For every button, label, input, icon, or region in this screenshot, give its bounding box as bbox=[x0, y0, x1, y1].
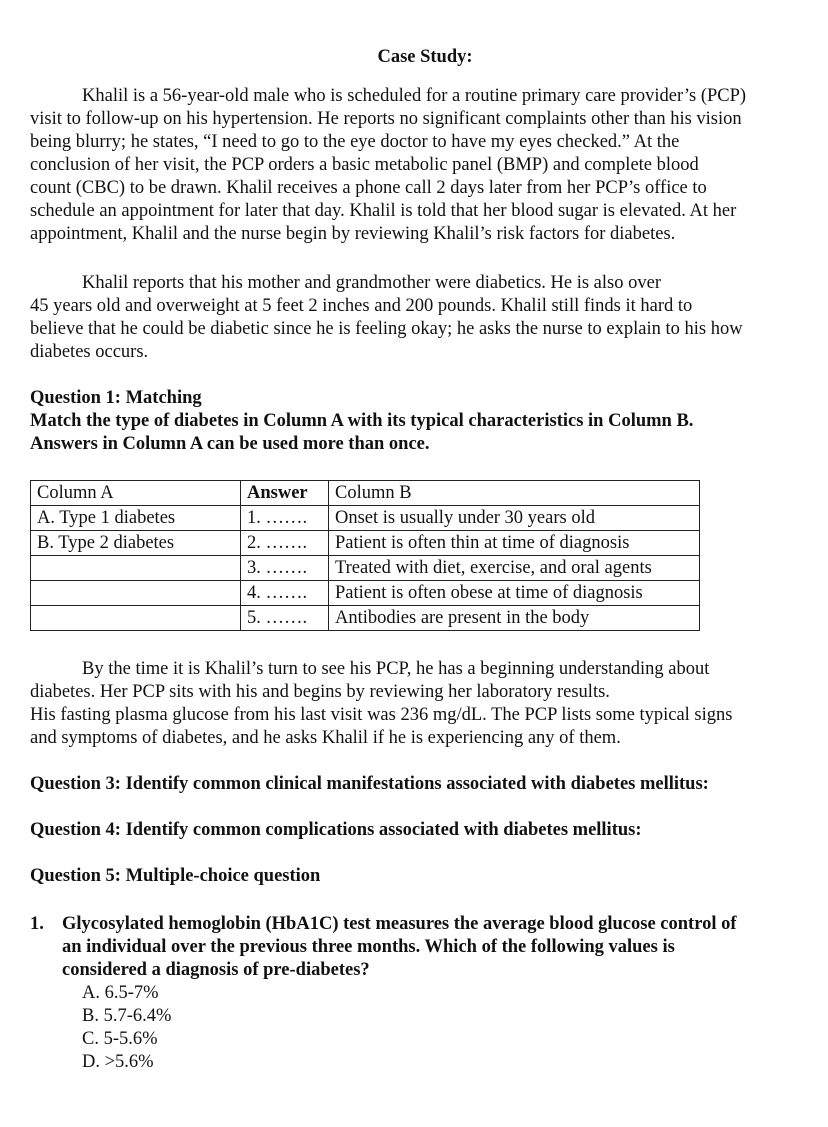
question-1-instruction: Answers in Column A can be used more than once. bbox=[30, 434, 430, 454]
mcq-option[interactable]: B. 5.7-6.4% bbox=[82, 1006, 172, 1026]
question-1-instruction: Match the type of diabetes in Column A with its typical characteristics in Column B. bbox=[30, 411, 694, 431]
column-a-header: Column A bbox=[31, 481, 241, 506]
case-paragraph-2 bbox=[30, 272, 820, 364]
case-paragraph-3 bbox=[30, 658, 820, 750]
paragraph-line: believe that he could be diabetic since he is feeling okay; he asks the nurse to explain to his how bbox=[30, 319, 743, 339]
mcq-options bbox=[82, 982, 820, 1074]
mcq-stem-line: Glycosylated hemoglobin (HbA1C) test measures the average blood glucose control of bbox=[62, 914, 737, 934]
column-b-header: Column B bbox=[329, 481, 700, 506]
paragraph-line: diabetes occurs. bbox=[30, 342, 149, 362]
column-b-cell: Treated with diet, exercise, and oral agents bbox=[329, 556, 700, 581]
paragraph-line: His fasting plasma glucose from his last visit was 236 mg/dL. The PCP lists some typical signs bbox=[30, 705, 733, 725]
question-1-heading: Question 1: Matching bbox=[30, 388, 202, 408]
column-a-cell: B. Type 2 diabetes bbox=[31, 531, 241, 556]
mcq-stem-line: an individual over the previous three months. Which of the following values is bbox=[62, 937, 675, 957]
question-1-block bbox=[30, 387, 820, 456]
mcq-number: 1. bbox=[30, 914, 44, 934]
answer-cell[interactable]: 3. ……. bbox=[241, 556, 329, 581]
paragraph-line: conclusion of her visit, the PCP orders a basic metabolic panel (BMP) and complete blood bbox=[30, 155, 699, 175]
paragraph-line: being blurry; he states, “I need to go to the eye doctor to have my eyes checked.” At the bbox=[30, 132, 680, 152]
column-a-cell: A. Type 1 diabetes bbox=[31, 506, 241, 531]
paragraph-line: visit to follow-up on his hypertension. He reports no significant complaints other than his vision bbox=[30, 109, 742, 129]
column-b-cell: Antibodies are present in the body bbox=[329, 606, 700, 631]
column-b-cell: Onset is usually under 30 years old bbox=[329, 506, 700, 531]
answer-cell[interactable]: 5. ……. bbox=[241, 606, 329, 631]
column-b-cell: Patient is often obese at time of diagnosis bbox=[329, 581, 700, 606]
mcq-option[interactable]: C. 5-5.6% bbox=[82, 1029, 158, 1049]
paragraph-line: and symptoms of diabetes, and he asks Khalil if he is experiencing any of them. bbox=[30, 728, 621, 748]
paragraph-line: appointment, Khalil and the nurse begin by reviewing Khalil’s risk factors for diabetes. bbox=[30, 224, 676, 244]
question-3: Question 3: Identify common clinical manifestations associated with diabetes mellitus: bbox=[30, 774, 709, 794]
mcq-stem-line: considered a diagnosis of pre-diabetes? bbox=[62, 960, 370, 980]
paragraph-line: By the time it is Khalil’s turn to see his PCP, he has a beginning understanding about bbox=[82, 659, 710, 679]
document-page bbox=[30, 44, 820, 1074]
mcq-stem bbox=[62, 913, 820, 982]
matching-table bbox=[30, 480, 700, 631]
paragraph-line: count (CBC) to be drawn. Khalil receives a phone call 2 days later from her PCP’s office to bbox=[30, 178, 707, 198]
table-row bbox=[31, 531, 700, 556]
answer-cell[interactable]: 1. ……. bbox=[241, 506, 329, 531]
case-paragraph-1 bbox=[30, 85, 820, 246]
table-row bbox=[31, 581, 700, 606]
column-b-cell: Patient is often thin at time of diagnosis bbox=[329, 531, 700, 556]
paragraph-line: Khalil reports that his mother and grandmother were diabetics. He is also over bbox=[82, 273, 661, 293]
paragraph-line: diabetes. Her PCP sits with his and begins by reviewing her laboratory results. bbox=[30, 682, 610, 702]
table-row bbox=[31, 506, 700, 531]
mcq-item bbox=[30, 913, 820, 982]
paragraph-line: schedule an appointment for later that day. Khalil is told that her blood sugar is elevated. At her bbox=[30, 201, 737, 221]
answer-cell[interactable]: 2. ……. bbox=[241, 531, 329, 556]
paragraph-line: Khalil is a 56-year-old male who is scheduled for a routine primary care provider’s (PCP) bbox=[82, 86, 747, 106]
column-a-cell bbox=[31, 556, 241, 581]
column-a-cell bbox=[31, 581, 241, 606]
page-title: Case Study: bbox=[377, 47, 473, 67]
question-5: Question 5: Multiple-choice question bbox=[30, 866, 321, 886]
table-header-row bbox=[31, 481, 700, 506]
column-a-cell bbox=[31, 606, 241, 631]
mcq-option[interactable]: D. >5.6% bbox=[82, 1052, 154, 1072]
answer-cell[interactable]: 4. ……. bbox=[241, 581, 329, 606]
table-row bbox=[31, 556, 700, 581]
table-row bbox=[31, 606, 700, 631]
question-4: Question 4: Identify common complications associated with diabetes mellitus: bbox=[30, 820, 642, 840]
paragraph-line: 45 years old and overweight at 5 feet 2 inches and 200 pounds. Khalil still finds it hard to bbox=[30, 296, 693, 316]
answer-header: Answer bbox=[241, 481, 329, 506]
mcq-option[interactable]: A. 6.5-7% bbox=[82, 983, 159, 1003]
